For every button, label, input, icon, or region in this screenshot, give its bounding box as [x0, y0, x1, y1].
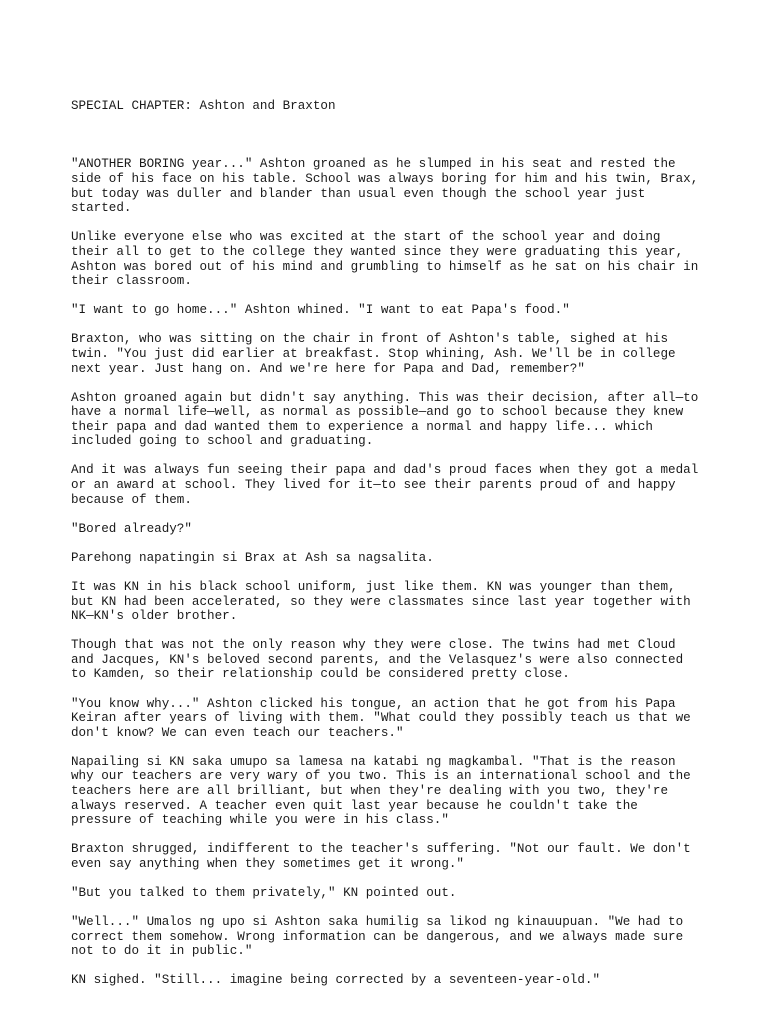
- text-line: NK—KN's older brother.: [71, 609, 238, 624]
- text-line: Ashton groaned again but didn't say anything. This was their decision, after all—to: [71, 390, 699, 405]
- text-line: And it was always fun seeing their papa and dad's proud faces when they got a medal: [71, 463, 699, 478]
- text-line: or an award at school. They lived for it—to see their parents proud of and happy: [71, 478, 676, 493]
- paragraph: [71, 157, 711, 215]
- text-line: correct them somehow. Wrong information can be dangerous, and we always made sure: [71, 929, 684, 944]
- text-line: Ashton was bored out of his mind and grumbling to himself as he sat on his chair in: [71, 259, 699, 274]
- text-line: but today was duller and blander than usual even though the school year just: [71, 186, 646, 201]
- text-line: "But you talked to them privately," KN pointed out.: [71, 885, 457, 900]
- text-line: always reserved. A teacher even quit last year because he couldn't take the: [71, 798, 638, 813]
- text-line: included going to school and graduating.: [71, 434, 374, 449]
- text-line: "Well..." Umalos ng upo si Ashton saka humilig sa likod ng kinauupuan. "We had to: [71, 915, 684, 930]
- paragraph: [71, 391, 711, 449]
- text-line: their papa and dad wanted them to experience a normal and happy life... which: [71, 419, 653, 434]
- paragraph: [71, 915, 711, 959]
- paragraph: [71, 697, 711, 741]
- paragraph: [71, 303, 711, 318]
- text-line: don't know? We can even teach our teachers.": [71, 725, 404, 740]
- text-line: even say anything when they sometimes get it wrong.": [71, 856, 464, 871]
- text-line: It was KN in his black school uniform, just like them. KN was younger than them,: [71, 579, 676, 594]
- text-line: Parehong napatingin si Brax at Ash sa nagsalita.: [71, 550, 434, 565]
- paragraph: [71, 522, 711, 537]
- text-line: "ANOTHER BORING year..." Ashton groaned as he slumped in his seat and rested the: [71, 157, 676, 172]
- paragraph: [71, 638, 711, 682]
- text-line: not to do it in public.": [71, 944, 253, 959]
- text-line: Though that was not the only reason why they were close. The twins had met Cloud: [71, 638, 676, 653]
- paragraph: [71, 973, 711, 988]
- text-line: to Kamden, so their relationship could be considered pretty close.: [71, 667, 570, 682]
- paragraph: [71, 332, 711, 376]
- paragraph: [71, 886, 711, 901]
- chapter-heading: SPECIAL CHAPTER: Ashton and Braxton: [71, 99, 336, 114]
- text-line: why our teachers are very wary of you two. This is an international school and the: [71, 769, 691, 784]
- paragraph: [71, 842, 711, 871]
- text-line: because of them.: [71, 492, 192, 507]
- text-line: their all to get to the college they wanted since they were graduating this year,: [71, 244, 684, 259]
- paragraph: [71, 551, 711, 566]
- text-line: KN sighed. "Still... imagine being corrected by a seventeen-year-old.": [71, 973, 601, 988]
- text-line: but KN had been accelerated, so they were classmates since last year together with: [71, 594, 691, 609]
- text-line: "Bored already?": [71, 521, 192, 536]
- text-line: started.: [71, 201, 132, 216]
- paragraph: [71, 580, 711, 624]
- text-line: twin. "You just did earlier at breakfast. Stop whining, Ash. We'll be in college: [71, 346, 676, 361]
- text-line: have a normal life—well, as normal as possible—and go to school because they knew: [71, 405, 684, 420]
- document-page: [71, 70, 711, 1017]
- text-line: Braxton shrugged, indifferent to the teacher's suffering. "Not our fault. We don't: [71, 842, 691, 857]
- paragraph: [71, 755, 711, 828]
- paragraph: [71, 230, 711, 288]
- text-line: teachers here are all brilliant, but when they're dealing with you two, they're: [71, 783, 669, 798]
- text-line: Napailing si KN saka umupo sa lamesa na katabi ng magkambal. "That is the reason: [71, 754, 676, 769]
- text-line: Unlike everyone else who was excited at the start of the school year and doing: [71, 230, 661, 245]
- text-line: side of his face on his table. School was always boring for him and his twin, Brax,: [71, 172, 699, 187]
- text-line: next year. Just hang on. And we're here for Papa and Dad, remember?": [71, 361, 585, 376]
- paragraph: [71, 463, 711, 507]
- text-line: Braxton, who was sitting on the chair in front of Ashton's table, sighed at his: [71, 332, 669, 347]
- text-line: their classroom.: [71, 274, 192, 289]
- text-line: "You know why..." Ashton clicked his tongue, an action that he got from his Papa: [71, 696, 676, 711]
- text-line: "I want to go home..." Ashton whined. "I want to eat Papa's food.": [71, 303, 570, 318]
- paragraph-list: [71, 157, 711, 987]
- text-line: Keiran after years of living with them. "What could they possibly teach us that we: [71, 711, 691, 726]
- text-line: pressure of teaching while you were in his class.": [71, 813, 449, 828]
- text-line: and Jacques, KN's beloved second parents, and the Velasquez's were also connected: [71, 652, 684, 667]
